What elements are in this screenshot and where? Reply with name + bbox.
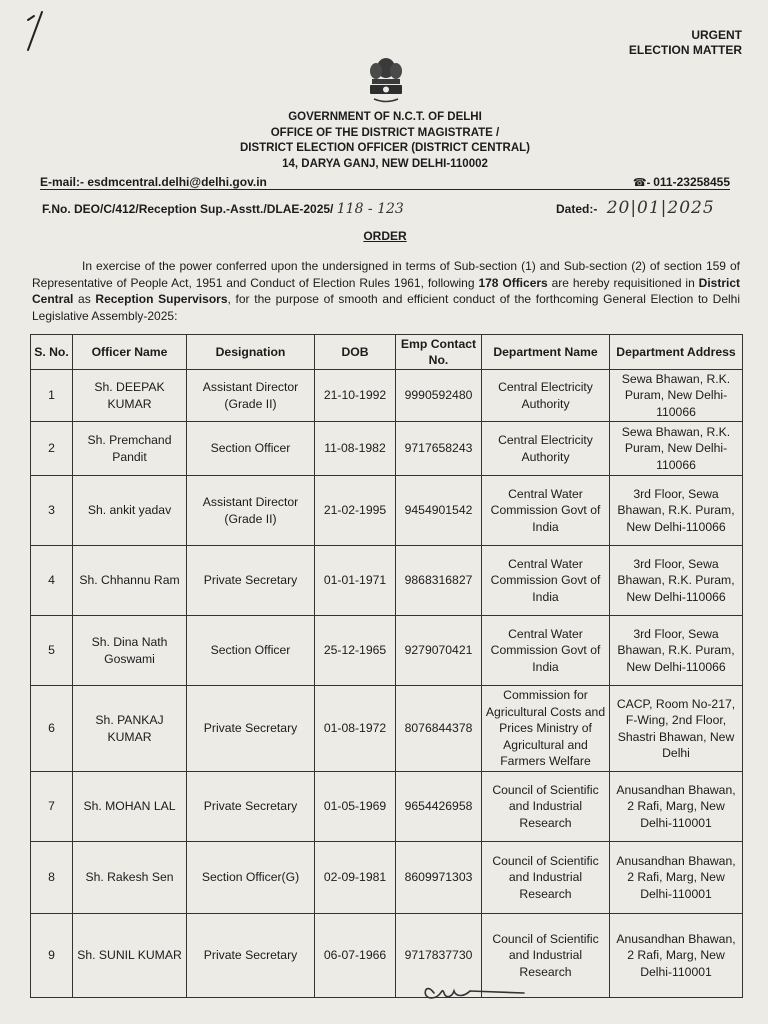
dob: 01-01-1971 [315,546,396,616]
officer-name: Sh. MOHAN LAL [73,772,187,842]
table-row [31,476,743,546]
contact-number: 9454901542 [396,476,482,546]
serial-number: 1 [31,370,73,422]
officer-name: Sh. Chhannu Ram [73,546,187,616]
district-name: District Central [32,275,740,306]
department-name: Central Water Commission Govt of India [482,476,610,546]
contact-number: 9717658243 [396,422,482,476]
officer-title: DISTRICT ELECTION OFFICER (DISTRICT CENTRAL) [239,142,531,154]
officer-name: Sh. Rakesh Sen [73,842,187,914]
department-name: Council of Scientific and Industrial Research [482,772,610,842]
dob: 02-09-1981 [315,842,396,914]
table-row [31,370,743,422]
serial-number: 3 [31,476,73,546]
contact-number: 8609971303 [396,842,482,914]
dob: 06-07-1966 [315,914,396,998]
dated-label: Dated:- [556,202,598,216]
officer-count: 178 Officers [478,275,548,290]
office-address: 14, DARYA GANJ, NEW DELHI-110002 [282,157,488,170]
serial-number: 9 [31,914,73,998]
election-matter-label: ELECTION MATTER [628,43,742,57]
officer-name: Sh. ankit yadav [73,476,187,546]
officer-name: Sh. PANKAJ KUMAR [73,686,187,772]
designation: Assistant Director (Grade II) [187,370,315,422]
contact-number: 8076844378 [396,686,482,772]
table-row [31,616,743,686]
dob: 11-08-1982 [315,422,396,476]
serial-number: 7 [31,772,73,842]
urgent-label: URGENT [691,28,742,42]
department-name: Central Electricity Authority [482,422,610,476]
designation: Assistant Director (Grade II) [187,476,315,546]
telephone-icon: ☎- [632,177,651,189]
order-title: ORDER [363,229,407,243]
designation: Private Secretary [187,546,315,616]
office-name: OFFICE OF THE DISTRICT MAGISTRATE / [270,126,500,139]
department-name: Central Electricity Authority [482,370,610,422]
serial-number: 4 [31,546,73,616]
email-address: E-mail:- esdmcentral.delhi@delhi.gov.in [40,175,267,189]
designation: Private Secretary [187,686,315,772]
file-number-text: F.No. DEO/C/412/Reception Sup.-Asstt./DLAE-2025/ [42,202,334,216]
contact-number: 9654426958 [396,772,482,842]
contact-number: 9279070421 [396,616,482,686]
dated-handwritten: 20|01|2025 [606,198,715,218]
department-name: Central Water Commission Govt of India [482,616,610,686]
serial-number: 2 [31,422,73,476]
department-name: Council of Scientific and Industrial Research [482,842,610,914]
table-row [31,842,743,914]
phone-number-group [633,175,730,189]
table-row [31,686,743,772]
column-header: DOB [315,335,396,370]
department-address: Sewa Bhawan, R.K. Puram, New Delhi-110066 [610,422,743,476]
phone-number: 011-23258455 [653,175,730,189]
dob: 01-05-1969 [315,772,396,842]
contact-number: 9990592480 [396,370,482,422]
department-address: Anusandhan Bhawan, 2 Rafi, Marg, New Delhi-110001 [610,914,743,998]
contact-number: 9868316827 [396,546,482,616]
department-name: Council of Scientific and Industrial Research [482,914,610,998]
dob: 21-10-1992 [315,370,396,422]
officers-table [30,334,743,998]
dob: 25-12-1965 [315,616,396,686]
officer-name: Sh. Premchand Pandit [73,422,187,476]
department-address: 3rd Floor, Sewa Bhawan, R.K. Puram, New Delhi-110066 [610,476,743,546]
column-header: Officer Name [73,335,187,370]
department-address: Sewa Bhawan, R.K. Puram, New Delhi-110066 [610,370,743,422]
file-number [42,201,404,217]
officer-name: Sh. DEEPAK KUMAR [73,370,187,422]
column-header: Department Name [482,335,610,370]
designation: Private Secretary [187,772,315,842]
dob: 21-02-1995 [315,476,396,546]
paragraph-part-1: In exercise of the power conferred upon the undersigned in terms of Sub-section (1) and Sub-section (2) of section 159 of Representative of People Act, 1951 and Conduct of Election Rules 1961, following [32,259,740,290]
officer-name: Sh. Dina Nath Goswami [73,616,187,686]
designation: Section Officer [187,422,315,476]
department-address: 3rd Floor, Sewa Bhawan, R.K. Puram, New Delhi-110066 [610,616,743,686]
paragraph-part-2: are hereby requisitioned in [547,275,699,290]
column-header: Designation [187,335,315,370]
department-address: 3rd Floor, Sewa Bhawan, R.K. Puram, New Delhi-110066 [610,546,743,616]
table-row [31,422,743,476]
designation: Private Secretary [187,914,315,998]
paragraph-part-4: , for the purpose of smooth and efficient conduct of the forthcoming General Election to Delhi Legislative Assembly-2025: [32,292,740,323]
officer-name: Sh. SUNIL KUMAR [73,914,187,998]
column-header: Department Address [610,335,743,370]
pen-stroke-mark [22,8,52,52]
designation: Section Officer [187,616,315,686]
file-number-handwritten: 118 - 123 [336,201,404,217]
designation: Section Officer(G) [187,842,315,914]
paragraph-part-3: as [73,292,96,306]
serial-number: 5 [31,616,73,686]
government-name: GOVERNMENT OF N.C.T. OF DELHI [288,111,482,123]
contact-line [40,175,730,190]
department-address: Anusandhan Bhawan, 2 Rafi, Marg, New Delhi-110001 [610,772,743,842]
department-address: Anusandhan Bhawan, 2 Rafi, Marg, New Delhi-110001 [610,842,743,914]
column-header: S. No. [31,335,73,370]
table-row [31,772,743,842]
column-header: Emp Contact No. [396,335,482,370]
serial-number: 6 [31,686,73,772]
urgent-notice [629,28,742,58]
signature-initials [420,975,530,1005]
national-emblem-icon [364,54,408,110]
department-name: Central Water Commission Govt of India [482,546,610,616]
dated-line [556,198,715,218]
department-address: CACP, Room No-217, F-Wing, 2nd Floor, Shastri Bhawan, New Delhi [610,686,743,772]
contact-number: 9717837730 [396,914,482,998]
department-name: Commission for Agricultural Costs and Prices Ministry of Agricultural and Farmers Welfare [482,686,610,772]
table-header-row [31,335,743,370]
role-name: Reception Supervisors [95,292,228,306]
serial-number: 8 [31,842,73,914]
table-row [31,914,743,998]
order-paragraph [32,258,740,324]
office-header [0,110,768,172]
table-row [31,546,743,616]
dob: 01-08-1972 [315,686,396,772]
